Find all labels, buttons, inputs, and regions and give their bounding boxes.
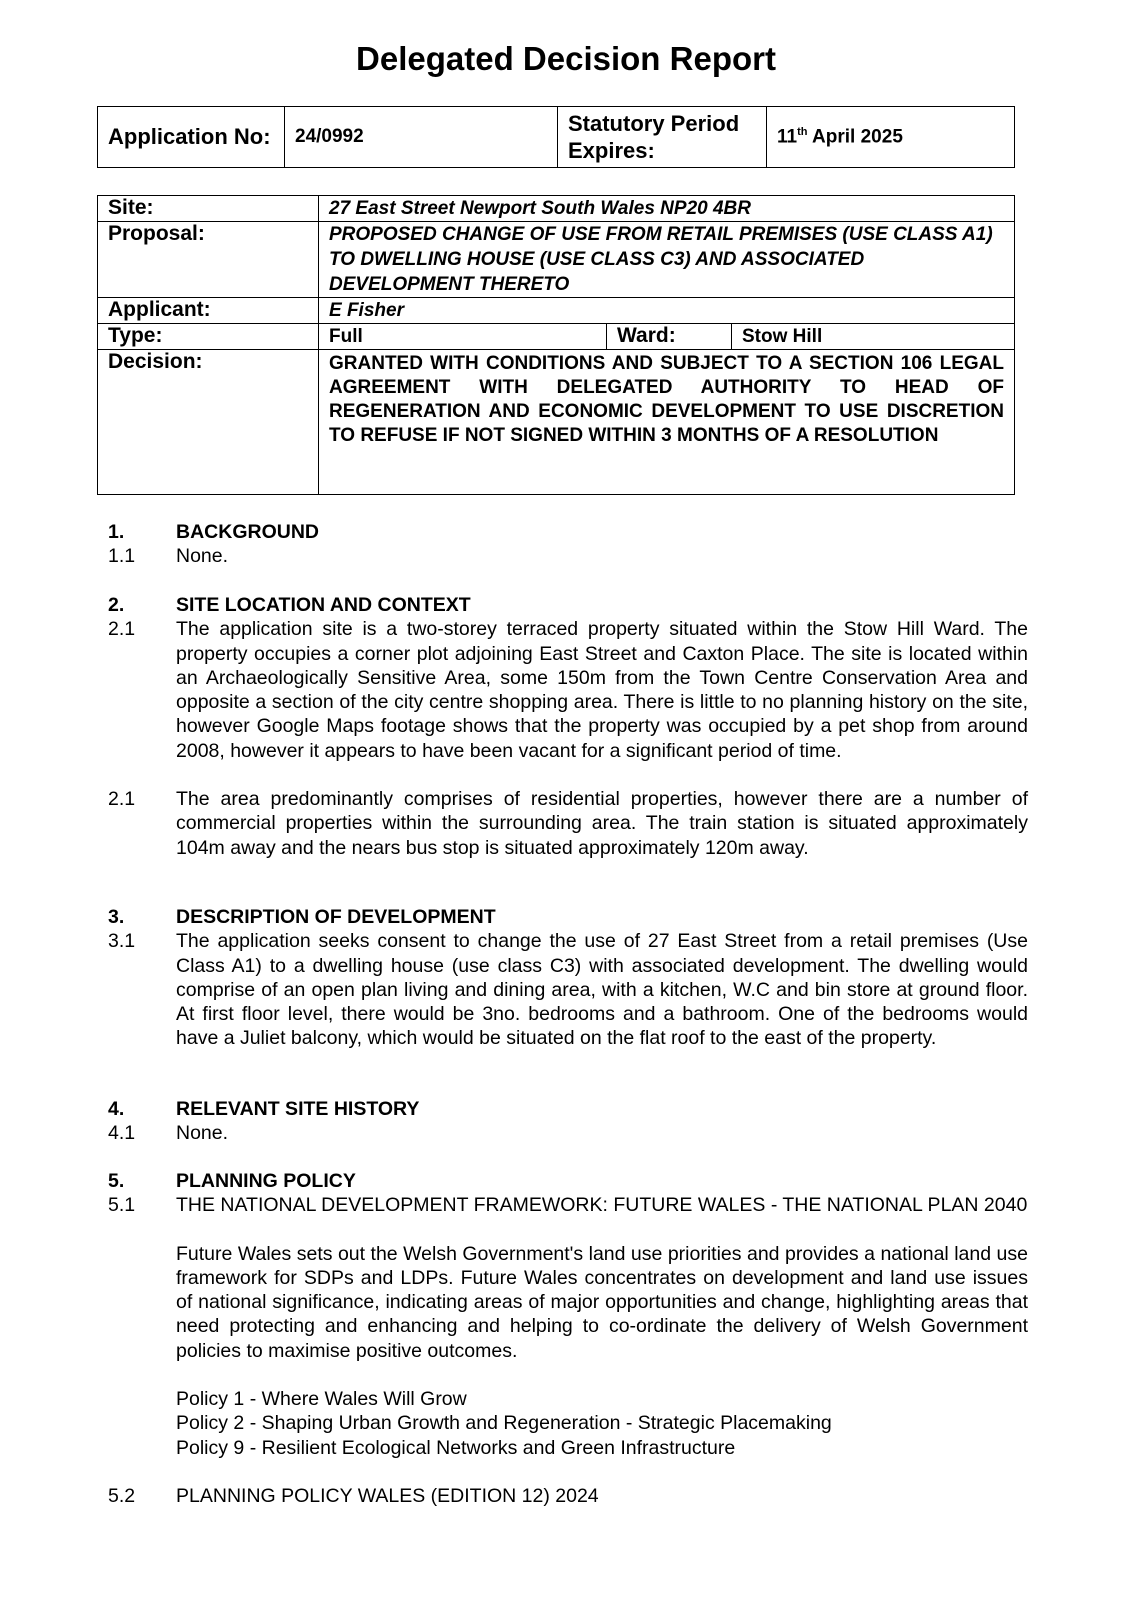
- type-label: Type:: [98, 324, 319, 350]
- site-label: Site:: [98, 196, 319, 222]
- section-site-location: 2. SITE LOCATION AND CONTEXT 2.1 The application site is a two-storey terraced property situated within the Stow Hill Ward. The property occupies a corner plot adjoining East Street and Caxton Place. The site is located within an Archaeologically Sensitive Area, some 150m from the Town Centre Conservation Area and opposite a section of the city centre shopping area. There is little to no planning history on the site, however Google Maps footage shows that the property was occupied by a pet shop from around 2008, however it appears to have been vacant for a significant period of time. 2.1 The area predominantly comprises of residential properties, however there are a number of commercial properties within the surrounding area. The train station is situated approximately 104m away and the nears bus stop is situated approximately 120m away.: [108, 594, 1028, 859]
- application-table: [97, 106, 1015, 168]
- statutory-period-label: Statutory Period Expires:: [558, 107, 767, 168]
- section-heading: DESCRIPTION OF DEVELOPMENT: [176, 906, 496, 928]
- decision-value: GRANTED WITH CONDITIONS AND SUBJECT TO A SECTION 106 LEGAL AGREEMENT WITH DELEGATED AUTHORITY TO HEAD OF REGENERATION AND ECONOMIC DEVELOPMENT TO USE DISCRETION TO REFUSE IF NOT SIGNED WITHIN 3 MONTHS OF A RESOLUTION: [319, 350, 1015, 495]
- site-value: 27 East Street Newport South Wales NP20 4BR: [319, 196, 1015, 222]
- paragraph: The application site is a two-storey terraced property situated within the Stow Hill Ward. The property occupies a corner plot adjoining East Street and Caxton Place. The site is located within an Archaeologically Sensitive Area, some 150m from the Town Centre Conservation Area and opposite a section of the city centre shopping area. There is little to no planning history on the site, however Google Maps footage shows that the property was occupied by a pet shop from around 2008, however it appears to have been vacant for a significant period of time.: [176, 618, 1028, 762]
- paragraph: PLANNING POLICY WALES (EDITION 12) 2024: [176, 1484, 599, 1507]
- section-description: 3. DESCRIPTION OF DEVELOPMENT 3.1 The application seeks consent to change the use of 27 East Street from a retail premises (Use Class A1) to a dwelling house (use class C3) with associated development. The dwelling would comprise of an open plan living and dining area, with a kitchen, W.C and bin store at ground floor. At first floor level, there would be 3no. bedrooms and a bathroom. One of the bedrooms would have a Juliet balcony, which would be situated on the flat roof to the east of the property.: [108, 906, 1028, 1050]
- application-no-value: 24/0992: [285, 107, 558, 168]
- paragraph: The application seeks consent to change the use of 27 East Street from a retail premises (Use Class A1) to a dwelling house (use class C3) with associated development. The dwelling would comprise of an open plan living and dining area, with a kitchen, W.C and bin store at ground floor. At first floor level, there would be 3no. bedrooms and a bathroom. One of the bedrooms would have a Juliet balcony, which would be situated on the flat roof to the east of the property.: [176, 930, 1028, 1050]
- paragraph: THE NATIONAL DEVELOPMENT FRAMEWORK: FUTURE WALES - THE NATIONAL PLAN 2040: [176, 1194, 1028, 1217]
- expiry-date: 11th April 2025: [767, 107, 1015, 168]
- details-table: [97, 195, 1015, 495]
- type-value: Full: [319, 324, 607, 350]
- section-heading: RELEVANT SITE HISTORY: [176, 1098, 420, 1120]
- section-heading: SITE LOCATION AND CONTEXT: [176, 594, 471, 616]
- proposal-value: PROPOSED CHANGE OF USE FROM RETAIL PREMISES (USE CLASS A1) TO DWELLING HOUSE (USE CLASS C3) AND ASSOCIATED DEVELOPMENT THERETO: [319, 222, 1015, 298]
- policy-item: Policy 9 - Resilient Ecological Networks and Green Infrastructure: [176, 1436, 736, 1459]
- paragraph: None.: [176, 545, 229, 568]
- proposal-label: Proposal:: [98, 222, 319, 298]
- decision-label: Decision:: [98, 350, 319, 495]
- paragraph: The area predominantly comprises of residential properties, however there are a number of commercial properties within the surrounding area. The train station is situated approximately 104m away and the nears bus stop is situated approximately 120m away.: [176, 788, 1028, 859]
- policy-item: Policy 2 - Shaping Urban Growth and Regeneration - Strategic Placemaking: [176, 1412, 832, 1435]
- section-heading: BACKGROUND: [176, 521, 319, 543]
- ward-value: Stow Hill: [732, 324, 1015, 350]
- section-planning-policy: 5. PLANNING POLICY 5.1 THE NATIONAL DEVELOPMENT FRAMEWORK: FUTURE WALES - THE NATIONAL PLAN 2040 Future Wales sets out the Welsh Government's land use priorities and provides a national land use framework for SDPs and LDPs. Future Wales concentrates on development and land use issues of national significance, indicating areas of major opportunities and change, highlighting areas that need protecting and enhancing and helping to co-ordinate the delivery of Welsh Government policies to maximise positive outcomes. Policy 1 - Where Wales Will Grow Policy 2 - Shaping Urban Growth and Regeneration - Strategic Placemaking Policy 9 - Resilient Ecological Networks and Green Infrastructure 5.2 PLANNING POLICY WALES (EDITION 12) 2024: [108, 1170, 1028, 1507]
- applicant-label: Applicant:: [98, 298, 319, 324]
- page-title: Delegated Decision Report: [356, 40, 776, 77]
- section-site-history: 4. RELEVANT SITE HISTORY 4.1 None.: [108, 1097, 1028, 1146]
- section-heading: PLANNING POLICY: [176, 1170, 356, 1192]
- applicant-value: E Fisher: [319, 298, 1015, 324]
- ward-label: Ward:: [607, 324, 732, 350]
- section-background: 1. BACKGROUND 1.1 None.: [108, 520, 1028, 569]
- paragraph: Future Wales sets out the Welsh Government's land use priorities and provides a national land use framework for SDPs and LDPs. Future Wales concentrates on development and land use issues of national significance, indicating areas of major opportunities and change, highlighting areas that need protecting and enhancing and helping to co-ordinate the delivery of Welsh Government policies to maximise positive outcomes.: [176, 1242, 1028, 1362]
- application-no-label: Application No:: [98, 107, 285, 168]
- policy-item: Policy 1 - Where Wales Will Grow: [176, 1388, 467, 1411]
- paragraph: None.: [176, 1122, 229, 1145]
